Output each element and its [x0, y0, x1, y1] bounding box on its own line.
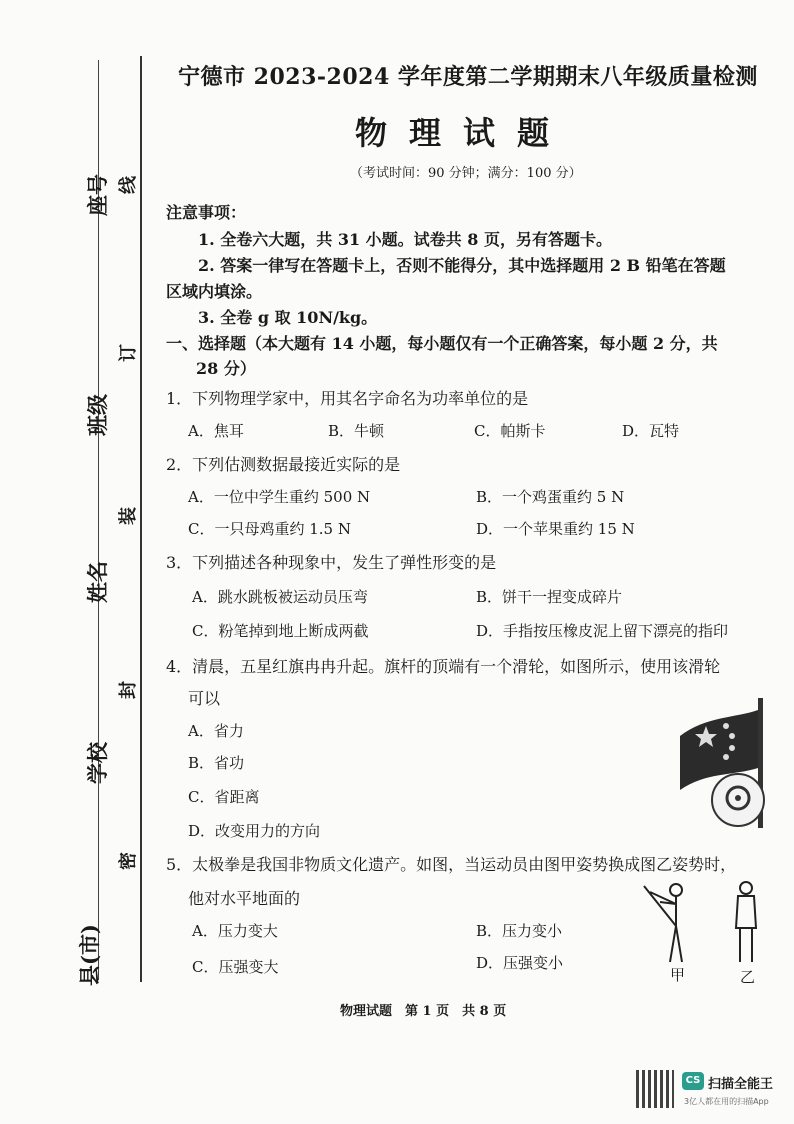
q1-option-d: D．瓦特 — [622, 422, 680, 440]
q4-option-b: B．省功 — [188, 754, 245, 772]
taichi-figure — [640, 876, 780, 966]
section1-heading: 一、选择题（本大题有 14 小题，每小题仅有一个正确答案，每小题 2 分，共 — [166, 334, 718, 353]
question-1: 1．下列物理学家中，用其名字命名为功率单位的是 — [166, 389, 529, 408]
exam-title: 宁德市 2023-2024 学年度第二学期期末八年级质量检测 — [178, 64, 758, 90]
small-star-icon — [729, 733, 735, 739]
seat-label: 座号 — [85, 174, 110, 216]
binding-char-xian: 线 — [118, 176, 139, 194]
q2-option-a: A．一位中学生重约 500 N — [188, 488, 371, 506]
q4-option-a: A．省力 — [188, 722, 244, 740]
small-star-icon — [729, 745, 735, 751]
binding-char-zhuang: 装 — [118, 507, 139, 525]
note-2: 2. 答案一律写在答题卡上，否则不能得分，其中选择题用 2 B 铅笔在答题 — [198, 256, 726, 275]
binding-char-mi: 密 — [118, 852, 139, 870]
q1-option-c: C．帕斯卡 — [474, 422, 546, 440]
q1-option-a: A．焦耳 — [188, 422, 244, 440]
small-star-icon — [723, 754, 729, 760]
name-label: 姓名 — [85, 561, 110, 603]
question-2: 2．下列估测数据最接近实际的是 — [166, 455, 401, 474]
q3-option-a: A．跳水跳板被运动员压弯 — [192, 588, 368, 606]
q2-option-b: B．一个鸡蛋重约 5 N — [476, 488, 625, 506]
q2-option-d: D．一个苹果重约 15 N — [476, 520, 635, 538]
exam-meta: （考试时间：90 分钟；满分：100 分） — [350, 166, 582, 181]
figure-yi — [736, 882, 756, 962]
notes-heading: 注意事项： — [166, 203, 247, 222]
small-star-icon — [723, 723, 729, 729]
binding-char-ding: 订 — [118, 344, 139, 362]
question-3: 3．下列描述各种现象中，发生了弹性形变的是 — [166, 553, 497, 572]
binding-char-feng: 封 — [118, 681, 139, 699]
figure-jia — [644, 884, 682, 962]
note-2-cont: 区域内填涂。 — [166, 282, 263, 301]
class-label: 班级 — [85, 394, 110, 436]
school-label: 学校 — [85, 742, 110, 784]
figure-jia-label: 甲 — [670, 966, 686, 984]
q3-option-b: B．饼干一捏变成碎片 — [476, 588, 623, 606]
scanner-app-name: 扫描全能王 — [708, 1077, 774, 1092]
question-5: 5．太极拳是我国非物质文化遗产。如图，当运动员由图甲姿势换成图乙姿势时， — [166, 855, 737, 874]
q5-option-c: C．压强变大 — [192, 958, 279, 976]
qr-code-icon — [636, 1070, 674, 1108]
figure-yi-label: 乙 — [740, 968, 756, 986]
county-label: 县(市) — [76, 924, 102, 986]
q4-option-c: C．省距离 — [188, 788, 260, 806]
q5-option-a: A．压力变大 — [192, 922, 278, 940]
q4-option-d: D．改变用力的方向 — [188, 822, 321, 840]
flag-pulley-figure — [676, 696, 776, 830]
subject-title: 物理试题 — [355, 114, 572, 152]
scanner-logo-icon: CS — [682, 1072, 704, 1090]
question-5-cont: 他对水平地面的 — [188, 889, 301, 908]
q3-option-c: C．粉笔掉到地上断成两截 — [192, 622, 369, 640]
note-1: 1. 全卷六大题，共 31 小题。试卷共 8 页，另有答题卡。 — [198, 230, 612, 249]
section1-heading-cont: 28 分） — [196, 359, 256, 378]
question-4: 4．清晨，五星红旗冉冉升起。旗杆的顶端有一个滑轮，如图所示，使用该滑轮 — [166, 657, 721, 676]
q2-option-c: C．一只母鸡重约 1.5 N — [188, 520, 351, 538]
page-footer: 物理试题 第 1 页 共 8 页 — [340, 1004, 507, 1019]
q5-option-d: D．压强变小 — [476, 954, 564, 972]
q1-option-b: B．牛顿 — [328, 422, 385, 440]
question-4-cont: 可以 — [188, 689, 221, 708]
q3-option-d: D．手指按压橡皮泥上留下漂亮的指印 — [476, 622, 729, 640]
scanner-tagline: 3亿人都在用的扫描App — [684, 1097, 769, 1106]
binding-line — [140, 56, 142, 982]
note-3: 3. 全卷 g 取 10N/kg。 — [198, 308, 378, 327]
q5-option-b: B．压力变小 — [476, 922, 563, 940]
